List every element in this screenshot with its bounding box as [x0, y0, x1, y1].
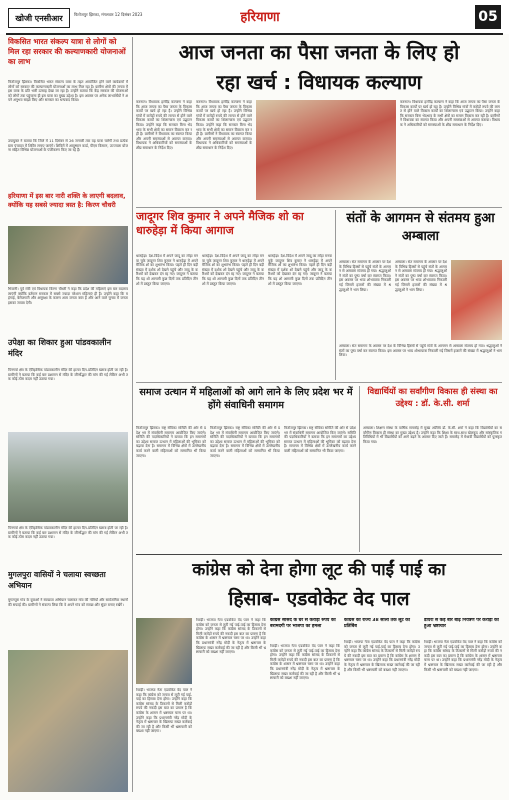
story1-headline: विकसित भारत संकल्प यात्रा से लोगों को मिल रहा सरकार की कल्याणकारी योजनाओं का लाभ — [8, 37, 126, 66]
masthead — [0, 0, 509, 34]
paper-name: खोजी एनसीआर — [15, 13, 63, 23]
lead-headline-line2: रहा खर्च : विधायक कल्याण — [216, 70, 422, 94]
story1-body: फिरोजपुर झिरका। विकसित भारत संकल्प यात्रा के तहत आयोजित होने वाले कार्यक्रमों में लोगों को सरकार की कल्याणकारी योजनाओं का लाभ मिल रहा है। ग्रामीण क्षेत्रों की जनता में इस यात्रा के प्रति भारी उत्साह देखा जा रहा है। उन्होंने बताया कि केंद्र सरकार की योजनाओं को लोगों तक पहुंचाना ही इस यात्रा का मुख्य उद्देश्य है। इस अवसर पर अनेक लाभार्थियों ने अपने अनुभव साझा किए और सरकार का धन्यवाद किया। — [8, 80, 128, 103]
column-rule-1 — [132, 37, 133, 792]
story2-headline: हरियाणा में इस बार नारी शक्ति के लाएगी बदलाव, क्योंकि यह सबसे ज्यादा त्रस्त है: किरण चौधरी — [8, 192, 126, 209]
saints-photo — [451, 260, 502, 340]
saints-body-bottom: अम्बाला। संत समागम के अवसर पर देश के विभिन्न हिस्सों से पहुंचे संतों के आगमन से अम्बाला संतमय हो गया। श्रद्धालुओं ने संतों का पुष्प वर्षा कर स्वागत किया। इस अवसर पर भव्य शोभायात्रा निकाली गई जिसमें हजारों की संख्या में श्रद्धालुओं ने भाग लिया। — [339, 344, 502, 358]
congress-body-col1: रेवाड़ी। भाजपा नेता एडवोकेट वेद पाल ने कहा कि कांग्रेस को जनता से लूटी गई पाई-पाई का हिसाब देना होगा। उन्होंने कहा कि कांग्रेस सांसद के ठिकानों से मिली करोड़ों रुपये की नकदी इस बात का प्रमाण है कि कांग्रेस के शासन में भ्रष्टाचार चरम पर था। उन्होंने कहा कि प्रधानमंत्री नरेंद्र मोदी के नेतृत्व में भ्रष्टाचार के खिलाफ सख्त कार्रवाई की जा रही है और किसी भी भ्रष्टाचारी को बख्शा नहीं जाएगा। — [136, 688, 192, 734]
lead-photo — [256, 100, 396, 200]
lead-body-col1: करनाल। विधायक हरविंद्र कल्याण ने कहा कि आज जनता का पैसा जनता के विकास कार्यों पर खर्च हो रहा है। उन्होंने विभिन्न गांवों में करोड़ों रुपये की लागत से होने वाले विकास कार्यों का शिलान्यास एवं उद्घाटन किया। उन्होंने कहा कि सरकार बिना भेदभाव के सभी क्षेत्रों का समान विकास कर रही है। ग्रामीणों ने विधायक का स्वागत किया और अपनी समस्याओं से अवगत कराया। विधायक ने अधिकारियों को समस्याओं के शीघ्र समाधान के निर्देश दिए। — [136, 100, 192, 150]
women-body-col1: फिरोजपुर झिरका। राष्ट्र सेविका समिति की ओर से प्रदेश भर में संवाधिनी समागम आयोजित किए जाएंगे। समिति की पदाधिकारियों ने बताया कि इन समागमों का उद्देश्य समाज उत्थान में महिलाओं की भूमिका को बढ़ावा देना है। समागम में विभिन्न क्षेत्रों में उल्लेखनीय कार्य करने वाली महिलाओं को सम्मानित भी किया जाएगा। — [136, 426, 206, 458]
story4-body-top: पिनगवां क्षेत्र के ऐतिहासिक पांडवकालीन मंदिर की हालत दिन-प्रतिदिन खराब होती जा रही है। ग्रामीणों ने बताया कि कई बार प्रशासन से मंदिर के जीर्णोद्धार की मांग की गई लेकिन अभी तक कोई ठोस कदम नहीं उठाया गया। — [8, 526, 128, 540]
story3-body: पिनगवां क्षेत्र के ऐतिहासिक पांडवकालीन मंदिर की हालत दिन-प्रतिदिन खराब होती जा रही है। ग्रामीणों ने बताया कि कई बार प्रशासन से मंदिर के जीर्णोद्धार की मांग की गई लेकिन अभी तक कोई ठोस कदम नहीं उठाया गया। — [8, 368, 128, 382]
meta-line: फिरोजपुर झिरका, मंगलवार 12 दिसंबर 2023 — [74, 12, 143, 17]
women-headline: समाज उत्थान में महिलाओं को आगे लाने के लिए प्रदेश भर में होंगे संवाधिनी समागम — [139, 387, 353, 411]
congress-headline-line2: हिसाब- एडवोकेट वेद पाल — [228, 588, 410, 610]
congress-subhead2: कांग्रेस का राज्य 38 सालों तक लूट का प्रतिबिंब — [344, 618, 410, 629]
saints-body-col2: अम्बाला। संत समागम के अवसर पर देश के विभिन्न हिस्सों से पहुंचे संतों के आगमन से अम्बाला संतमय हो गया। श्रद्धालुओं ने संतों का पुष्प वर्षा कर स्वागत किया। इस अवसर पर भव्य शोभायात्रा निकाली गई जिसमें हजारों की संख्या में श्रद्धालुओं ने भाग लिया। — [395, 260, 447, 292]
story4-headline: मुगलपुरा वासियों ने चलाया स्वच्छता अभियान — [8, 570, 106, 590]
magic-headline: जादूगर शिव कुमार ने अपने मैजिक शो का धारुहेड़ा में किया आगाज — [136, 210, 304, 237]
students-headline: विद्यार्थियों का सर्वांगीण विकास ही संस्था का उद्देश्य : डॉ. के.सी. शर्मा — [367, 386, 498, 408]
kiran-chaudhary-photo — [8, 226, 128, 284]
congress-headline-line1: कांग्रेस को देना होगा लूट की पाईं पाई का — [192, 560, 446, 580]
congress-top-rule — [136, 554, 502, 555]
lead-headline-line1: आज जनता का पैसा जनता के लिए हो — [178, 40, 460, 64]
column-rule-3 — [359, 386, 360, 552]
story3-headline: उपेक्षा का शिकार हुआ पांडवकालीन मंदिर — [8, 338, 112, 358]
story1-body2: उपायुक्त ने बताया कि जिले में 11 दिसंबर से 26 जनवरी तक यह यात्रा चलेगी तथा प्रत्येक ग्राम पंचायत में शिविर लगाए जाएंगे। शिविरों में आयुष्मान कार्ड, पीएम किसान, उज्ज्वला योजना सहित विभिन्न योजनाओं के पंजीकरण किए जा रहे हैं। — [8, 139, 128, 153]
congress-body-col2: रेवाड़ी। भाजपा नेता एडवोकेट वेद पाल ने कहा कि कांग्रेस को जनता से लूटी गई पाई-पाई का हिसाब देना होगा। उन्होंने कहा कि कांग्रेस सांसद के ठिकानों से मिली करोड़ों रुपये की नकदी इस बात का प्रमाण है कि कांग्रेस के शासन में भ्रष्टाचार चरम पर था। उन्होंने कहा कि प्रधानमंत्री नरेंद्र मोदी के नेतृत्व में भ्रष्टाचार के खिलाफ सख्त कार्रवाई की जा रही है और किसी भी भ्रष्टाचारी को बख्शा नहीं जाएगा। — [196, 618, 266, 655]
lead-bottom-rule — [136, 207, 502, 208]
story2-body: भिवानी। पूर्व मंत्री एवं विधायक किरण चौधरी ने कहा कि प्रदेश की महिलाएं इस बार बदलाव लाएंगी क्योंकि वर्तमान सरकार में सबसे ज्यादा परेशान महिलाएं ही हैं। उन्होंने कहा कि महंगाई, बेरोजगारी और असुरक्षा के कारण आम जनता त्रस्त है और आने वाले चुनाव में जनता इसका जवाब देगी। — [8, 287, 128, 305]
congress-body-col4: रेवाड़ी। भाजपा नेता एडवोकेट वेद पाल ने कहा कि कांग्रेस को जनता से लूटी गई पाई-पाई का हिसाब देना होगा। उन्होंने कहा कि कांग्रेस सांसद के ठिकानों से मिली करोड़ों रुपये की नकदी इस बात का प्रमाण है कि कांग्रेस के शासन में भ्रष्टाचार चरम पर था। उन्होंने कहा कि प्रधानमंत्री नरेंद्र मोदी के नेतृत्व में भ्रष्टाचार के खिलाफ सख्त कार्रवाई की जा रही है और किसी भी भ्रष्टाचारी को बख्शा नहीं जाएगा। — [344, 640, 420, 672]
congress-body-col5: रेवाड़ी। भाजपा नेता एडवोकेट वेद पाल ने कहा कि कांग्रेस को जनता से लूटी गई पाई-पाई का हिसाब देना होगा। उन्होंने कहा कि कांग्रेस सांसद के ठिकानों से मिली करोड़ों रुपये की नकदी इस बात का प्रमाण है कि कांग्रेस के शासन में भ्रष्टाचार चरम पर था। उन्होंने कहा कि प्रधानमंत्री नरेंद्र मोदी के नेतृत्व में भ्रष्टाचार के खिलाफ सख्त कार्रवाई की जा रही है और किसी भी भ्रष्टाचारी को बख्शा नहीं जाएगा। — [424, 640, 502, 672]
women-body-col2: फिरोजपुर झिरका। राष्ट्र सेविका समिति की ओर से प्रदेश भर में संवाधिनी समागम आयोजित किए जाएंगे। समिति की पदाधिकारियों ने बताया कि इन समागमों का उद्देश्य समाज उत्थान में महिलाओं की भूमिका को बढ़ावा देना है। समागम में विभिन्न क्षेत्रों में उल्लेखनीय कार्य करने वाली महिलाओं को सम्मानित भी किया जाएगा। — [210, 426, 280, 458]
students-body: अम्बाला। शिक्षण संस्था के वार्षिक समारोह में मुख्य अतिथि डॉ. के.सी. शर्मा ने कहा कि विद्यार्थियों का सर्वांगीण विकास ही संस्था का मुख्य उद्देश्य है। उन्होंने कहा कि शिक्षा के साथ-साथ खेलकूद और सांस्कृतिक गतिविधियों में भी विद्यार्थियों को आगे बढ़ने के अवसर दिए जाते हैं। समारोह में मेधावी विद्यार्थियों को पुरस्कृत किया गया। — [363, 426, 502, 444]
saints-headline: संतों के आगमन से संतमय हुआ अम्बाला — [346, 211, 495, 244]
women-body-col3: फिरोजपुर झिरका। राष्ट्र सेविका समिति की ओर से प्रदेश भर में संवाधिनी समागम आयोजित किए जाएंगे। समिति की पदाधिकारियों ने बताया कि इन समागमों का उद्देश्य समाज उत्थान में महिलाओं की भूमिका को बढ़ावा देना है। समागम में विभिन्न क्षेत्रों में उल्लेखनीय कार्य करने वाली महिलाओं को सम्मानित भी किया जाएगा। — [284, 426, 356, 453]
column-rule-2 — [335, 210, 336, 380]
section-title: हरियाणा — [240, 10, 280, 25]
magic-body-col2: धारुहेड़ा। देश-विदेश में अपने जादू का लोहा मनवा चुके जादूगर शिव कुमार ने धारुहेड़ा में अपने मैजिक शो का शुभारंभ किया। पहले ही दिन बड़ी संख्या में दर्शक शो देखने पहुंचे और जादू के करिश्मों को देखकर दंग रह गए। जादूगर ने बताया कि यह शो आगामी कुछ दिनों तक प्रतिदिन तीन शो में प्रस्तुत किया जाएगा। — [202, 254, 264, 286]
cleanliness-photo — [8, 650, 128, 792]
ved-pal-photo — [136, 618, 192, 684]
paper-name-box — [8, 8, 70, 28]
congress-body-col3: रेवाड़ी। भाजपा नेता एडवोकेट वेद पाल ने कहा कि कांग्रेस को जनता से लूटी गई पाई-पाई का हिसाब देना होगा। उन्होंने कहा कि कांग्रेस सांसद के ठिकानों से मिली करोड़ों रुपये की नकदी इस बात का प्रमाण है कि कांग्रेस के शासन में भ्रष्टाचार चरम पर था। उन्होंने कहा कि प्रधानमंत्री नरेंद्र मोदी के नेतृत्व में भ्रष्टाचार के खिलाफ सख्त कार्रवाई की जा रही है और किसी भी भ्रष्टाचारी को बख्शा नहीं जाएगा। — [270, 644, 340, 681]
saints-body-col1: अम्बाला। संत समागम के अवसर पर देश के विभिन्न हिस्सों से पहुंचे संतों के आगमन से अम्बाला संतमय हो गया। श्रद्धालुओं ने संतों का पुष्प वर्षा कर स्वागत किया। इस अवसर पर भव्य शोभायात्रा निकाली गई जिसमें हजारों की संख्या में श्रद्धालुओं ने भाग लिया। — [339, 260, 391, 292]
congress-subhead: कांग्रेस सांसद के घर से करोड़ों रुपये की बरामदगी पर भाजपा का हमला — [270, 618, 336, 629]
lead-body-col3: करनाल। विधायक हरविंद्र कल्याण ने कहा कि आज जनता का पैसा जनता के विकास कार्यों पर खर्च हो रहा है। उन्होंने विभिन्न गांवों में करोड़ों रुपये की लागत से होने वाले विकास कार्यों का शिलान्यास एवं उद्घाटन किया। उन्होंने कहा कि सरकार बिना भेदभाव के सभी क्षेत्रों का समान विकास कर रही है। ग्रामीणों ने विधायक का स्वागत किया और अपनी समस्याओं से अवगत कराया। विधायक ने अधिकारियों को समस्याओं के शीघ्र समाधान के निर्देश दिए। — [400, 100, 500, 127]
story4-body: मुगलपुरा गांव के युवाओं ने स्वच्छता अभियान चलाकर गांव की गलियों और सार्वजनिक स्थानों की सफाई की। ग्रामीणों ने संकल्प लिया कि वे अपने गांव को स्वच्छ और सुंदर बनाए रखेंगे। — [8, 598, 128, 607]
congress-subhead3: डायरी से कई बार बाढ़ नियंत्रण पर करोड़ों का हुआ भ्रष्टाचार — [424, 618, 499, 629]
magic-body-col3: धारुहेड़ा। देश-विदेश में अपने जादू का लोहा मनवा चुके जादूगर शिव कुमार ने धारुहेड़ा में अपने मैजिक शो का शुभारंभ किया। पहले ही दिन बड़ी संख्या में दर्शक शो देखने पहुंचे और जादू के करिश्मों को देखकर दंग रह गए। जादूगर ने बताया कि यह शो आगामी कुछ दिनों तक प्रतिदिन तीन शो में प्रस्तुत किया जाएगा। — [268, 254, 332, 286]
masthead-rule — [6, 33, 503, 35]
mid-rule — [136, 382, 502, 383]
page-number: 05 — [475, 5, 501, 29]
temple-photo — [8, 432, 128, 522]
lead-body-col2: करनाल। विधायक हरविंद्र कल्याण ने कहा कि आज जनता का पैसा जनता के विकास कार्यों पर खर्च हो रहा है। उन्होंने विभिन्न गांवों में करोड़ों रुपये की लागत से होने वाले विकास कार्यों का शिलान्यास एवं उद्घाटन किया। उन्होंने कहा कि सरकार बिना भेदभाव के सभी क्षेत्रों का समान विकास कर रही है। ग्रामीणों ने विधायक का स्वागत किया और अपनी समस्याओं से अवगत कराया। विधायक ने अधिकारियों को समस्याओं के शीघ्र समाधान के निर्देश दिए। — [196, 100, 252, 150]
magic-body-col1: धारुहेड़ा। देश-विदेश में अपने जादू का लोहा मनवा चुके जादूगर शिव कुमार ने धारुहेड़ा में अपने मैजिक शो का शुभारंभ किया। पहले ही दिन बड़ी संख्या में दर्शक शो देखने पहुंचे और जादू के करिश्मों को देखकर दंग रह गए। जादूगर ने बताया कि यह शो आगामी कुछ दिनों तक प्रतिदिन तीन शो में प्रस्तुत किया जाएगा। — [136, 254, 198, 286]
